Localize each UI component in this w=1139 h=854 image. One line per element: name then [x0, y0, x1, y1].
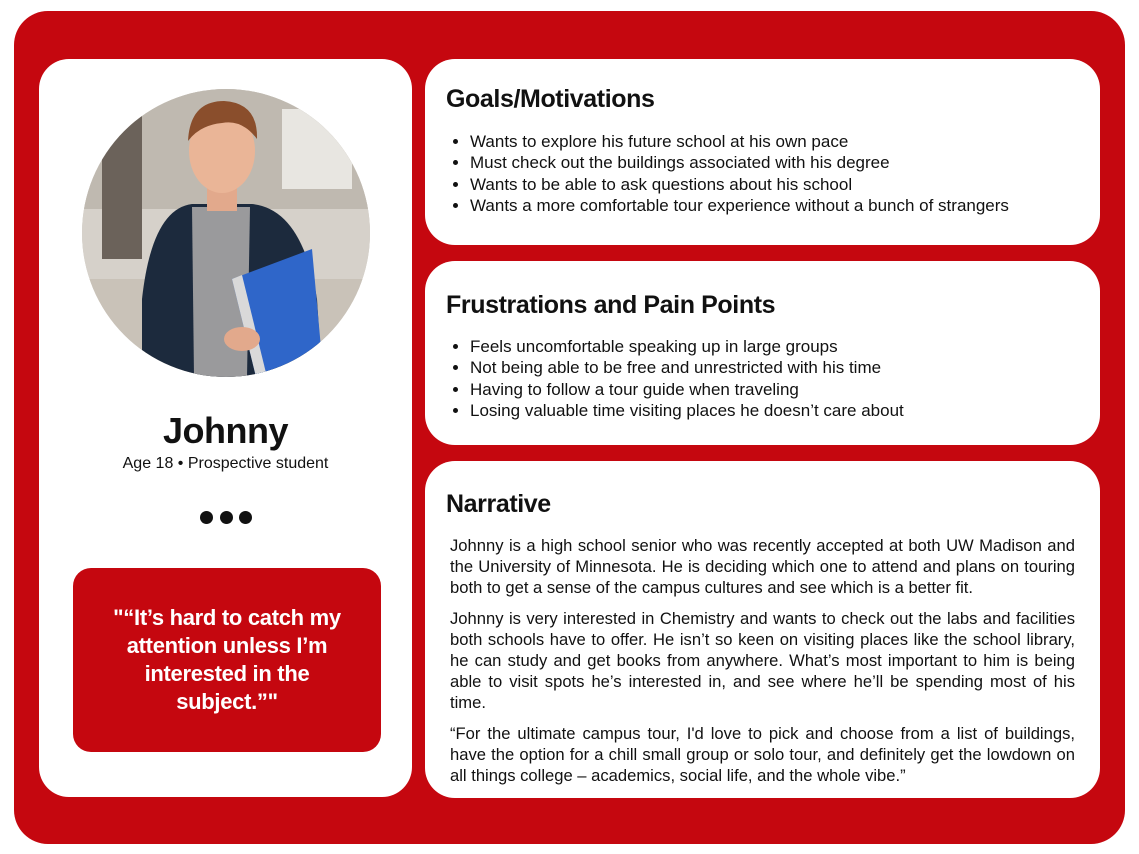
pains-title: Frustrations and Pain Points [446, 291, 776, 319]
narrative-body [450, 536, 1075, 798]
narrative-card [425, 461, 1100, 798]
narrative-paragraph: “For the ultimate campus tour, I'd love to pick and choose from a list of buildings, have the option for a chill small group or solo tour, and definitely get the lowdown on all things college – academics, social life, and the whole vibe.” [450, 724, 1075, 785]
list-item: • Wants to be able to ask questions about his school [470, 174, 1009, 195]
narrative-title: Narrative [446, 490, 551, 518]
narrative-paragraph: Johnny is very interested in Chemistry and wants to check out the labs and facilities both schools have to offer. He isn’t so keen on visiting places like the school library, he can study and get books from anywhere. What’s most important to him is being able to visit spots he’s interested in, and see where he’ll be spending most of his time. [450, 609, 1075, 712]
more-icon [200, 511, 252, 525]
persona-subtitle: Age 18 • Prospective student [122, 455, 329, 472]
goals-list [453, 131, 1009, 216]
list-item: • Not being able to be free and unrestricted with his time [470, 357, 904, 378]
goals-card [425, 59, 1100, 245]
quote-box [73, 568, 381, 752]
student-photo [82, 89, 370, 377]
pains-card [425, 261, 1100, 445]
list-item: • Having to follow a tour guide when traveling [470, 379, 904, 400]
list-item: • Wants a more comfortable tour experience without a bunch of strangers [470, 195, 1009, 216]
list-item: • Must check out the buildings associated with his degree [470, 152, 1009, 173]
persona-quote: "“It’s hard to catch my attention unless I’m interested in the subject.”" [113, 605, 341, 714]
pains-list [453, 336, 904, 421]
list-item: • Wants to explore his future school at his own pace [470, 131, 1009, 152]
list-item: • Feels uncomfortable speaking up in large groups [470, 336, 904, 357]
goals-title: Goals/Motivations [446, 85, 655, 113]
narrative-paragraph: Johnny is a high school senior who was recently accepted at both UW Madison and the University of Minnesota. He is deciding which one to attend and plans on touring both to get a sense of the campus cultures and see which is a better fit. [450, 536, 1075, 597]
avatar [82, 89, 370, 377]
list-item: • Losing valuable time visiting places he doesn’t care about [470, 400, 904, 421]
persona-name: Johnny [162, 410, 288, 451]
